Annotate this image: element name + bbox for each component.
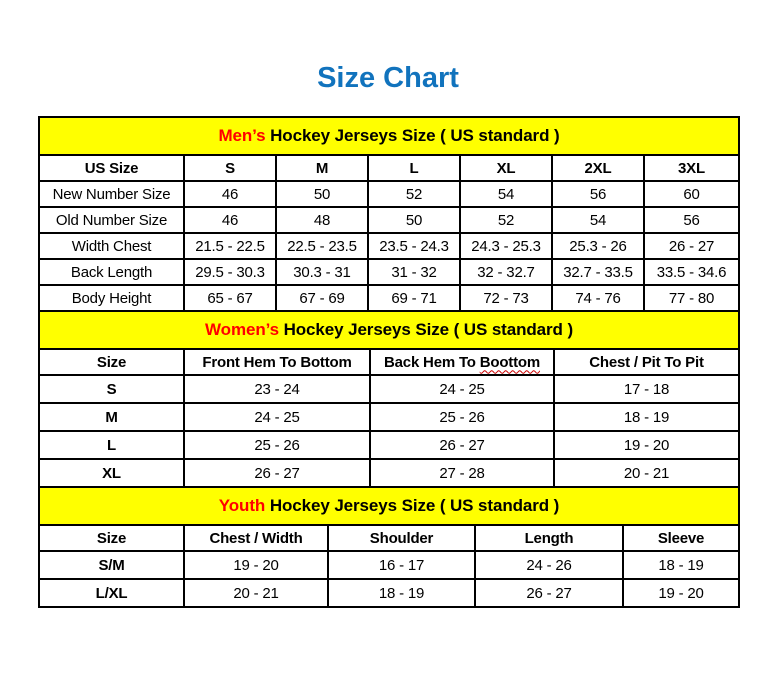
- womens-cell: 18 - 19: [554, 403, 739, 431]
- mens-cell: 24.3 - 25.3: [460, 233, 552, 259]
- spellcheck-underlined-word: Boottom: [479, 353, 540, 371]
- mens-cell: 23.5 - 24.3: [368, 233, 460, 259]
- youth-column-header: Length: [475, 525, 623, 551]
- womens-column-header: Front Hem To Bottom: [184, 349, 370, 375]
- womens-table-row: [39, 403, 739, 431]
- womens-cell: 23 - 24: [184, 375, 370, 403]
- womens-cell: 26 - 27: [184, 459, 370, 487]
- youth-banner-cell: [39, 487, 739, 525]
- size-chart-tables: [38, 116, 738, 608]
- mens-cell: 52: [368, 181, 460, 207]
- womens-header-text: Back Hem To: [384, 353, 480, 371]
- mens-column-header: US Size: [39, 155, 184, 181]
- youth-size-table: [38, 486, 740, 608]
- youth-cell: 24 - 26: [475, 551, 623, 579]
- youth-cell: 16 - 17: [328, 551, 475, 579]
- womens-banner-text: Hockey Jerseys Size ( US standard ): [283, 320, 574, 339]
- mens-banner-text: Hockey Jerseys Size ( US standard ): [270, 126, 560, 145]
- youth-table-row: [39, 551, 739, 579]
- mens-cell: 32 - 32.7: [460, 259, 552, 285]
- mens-table-row: [39, 259, 739, 285]
- mens-size-table: [38, 116, 740, 312]
- womens-banner-cell: [39, 311, 739, 349]
- womens-row-label: L: [39, 431, 184, 459]
- youth-cell: 19 - 20: [184, 551, 328, 579]
- mens-cell: 67 - 69: [276, 285, 368, 311]
- mens-banner-cell: [39, 117, 739, 155]
- youth-table-row: [39, 579, 739, 607]
- youth-column-header: Size: [39, 525, 184, 551]
- mens-cell: 52: [460, 207, 552, 233]
- youth-row-label: S/M: [39, 551, 184, 579]
- womens-cell: 20 - 21: [554, 459, 739, 487]
- mens-column-header: L: [368, 155, 460, 181]
- youth-cell: 18 - 19: [328, 579, 475, 607]
- mens-cell: 50: [276, 181, 368, 207]
- womens-cell: 24 - 25: [184, 403, 370, 431]
- youth-banner-text: Hockey Jerseys Size ( US standard ): [269, 496, 560, 515]
- womens-column-header: Chest / Pit To Pit: [554, 349, 739, 375]
- mens-row-label: Back Length: [39, 259, 184, 285]
- mens-cell: 25.3 - 26: [552, 233, 644, 259]
- womens-column-header: Size: [39, 349, 184, 375]
- mens-cell: 74 - 76: [552, 285, 644, 311]
- mens-cell: 50: [368, 207, 460, 233]
- mens-banner: [39, 117, 739, 155]
- mens-cell: 31 - 32: [368, 259, 460, 285]
- youth-cell: 20 - 21: [184, 579, 328, 607]
- page-title: Size Chart: [317, 62, 459, 94]
- womens-table-row: [39, 375, 739, 403]
- mens-cell: 60: [644, 181, 739, 207]
- womens-cell: 19 - 20: [554, 431, 739, 459]
- womens-table-row: [39, 459, 739, 487]
- mens-cell: 77 - 80: [644, 285, 739, 311]
- womens-column-header: [370, 349, 554, 375]
- mens-banner-highlight: Men’s: [218, 126, 266, 145]
- mens-cell: 56: [644, 207, 739, 233]
- mens-table-row: [39, 181, 739, 207]
- mens-cell: 29.5 - 30.3: [184, 259, 276, 285]
- mens-cell: 72 - 73: [460, 285, 552, 311]
- womens-cell: 17 - 18: [554, 375, 739, 403]
- mens-cell: 32.7 - 33.5: [552, 259, 644, 285]
- womens-row-label: XL: [39, 459, 184, 487]
- youth-row-label: L/XL: [39, 579, 184, 607]
- mens-header-row: [39, 155, 739, 181]
- womens-banner: [39, 311, 739, 349]
- mens-cell: 54: [552, 207, 644, 233]
- youth-column-header: Chest / Width: [184, 525, 328, 551]
- mens-table-row: [39, 285, 739, 311]
- womens-cell: 26 - 27: [370, 431, 554, 459]
- mens-cell: 21.5 - 22.5: [184, 233, 276, 259]
- womens-row-label: M: [39, 403, 184, 431]
- mens-cell: 30.3 - 31: [276, 259, 368, 285]
- mens-cell: 46: [184, 207, 276, 233]
- womens-size-table: [38, 310, 740, 488]
- mens-row-label: Body Height: [39, 285, 184, 311]
- mens-row-label: New Number Size: [39, 181, 184, 207]
- womens-cell: 25 - 26: [184, 431, 370, 459]
- mens-cell: 69 - 71: [368, 285, 460, 311]
- youth-cell: 26 - 27: [475, 579, 623, 607]
- mens-row-label: Width Chest: [39, 233, 184, 259]
- mens-row-label: Old Number Size: [39, 207, 184, 233]
- womens-cell: 25 - 26: [370, 403, 554, 431]
- youth-cell: 19 - 20: [623, 579, 739, 607]
- mens-table-row: [39, 233, 739, 259]
- mens-cell: 26 - 27: [644, 233, 739, 259]
- youth-cell: 18 - 19: [623, 551, 739, 579]
- mens-cell: 48: [276, 207, 368, 233]
- mens-cell: 54: [460, 181, 552, 207]
- womens-cell: 27 - 28: [370, 459, 554, 487]
- womens-header-row: [39, 349, 739, 375]
- mens-cell: 56: [552, 181, 644, 207]
- mens-column-header: S: [184, 155, 276, 181]
- mens-column-header: M: [276, 155, 368, 181]
- womens-banner-highlight: Women’s: [205, 320, 279, 339]
- womens-cell: 24 - 25: [370, 375, 554, 403]
- mens-table-row: [39, 207, 739, 233]
- youth-column-header: Sleeve: [623, 525, 739, 551]
- youth-banner-highlight: Youth: [218, 496, 266, 515]
- womens-table-row: [39, 431, 739, 459]
- youth-header-row: [39, 525, 739, 551]
- mens-cell: 33.5 - 34.6: [644, 259, 739, 285]
- mens-cell: 46: [184, 181, 276, 207]
- mens-cell: 65 - 67: [184, 285, 276, 311]
- womens-row-label: S: [39, 375, 184, 403]
- youth-banner: [39, 487, 739, 525]
- mens-column-header: 3XL: [644, 155, 739, 181]
- mens-column-header: 2XL: [552, 155, 644, 181]
- youth-column-header: Shoulder: [328, 525, 475, 551]
- mens-column-header: XL: [460, 155, 552, 181]
- mens-cell: 22.5 - 23.5: [276, 233, 368, 259]
